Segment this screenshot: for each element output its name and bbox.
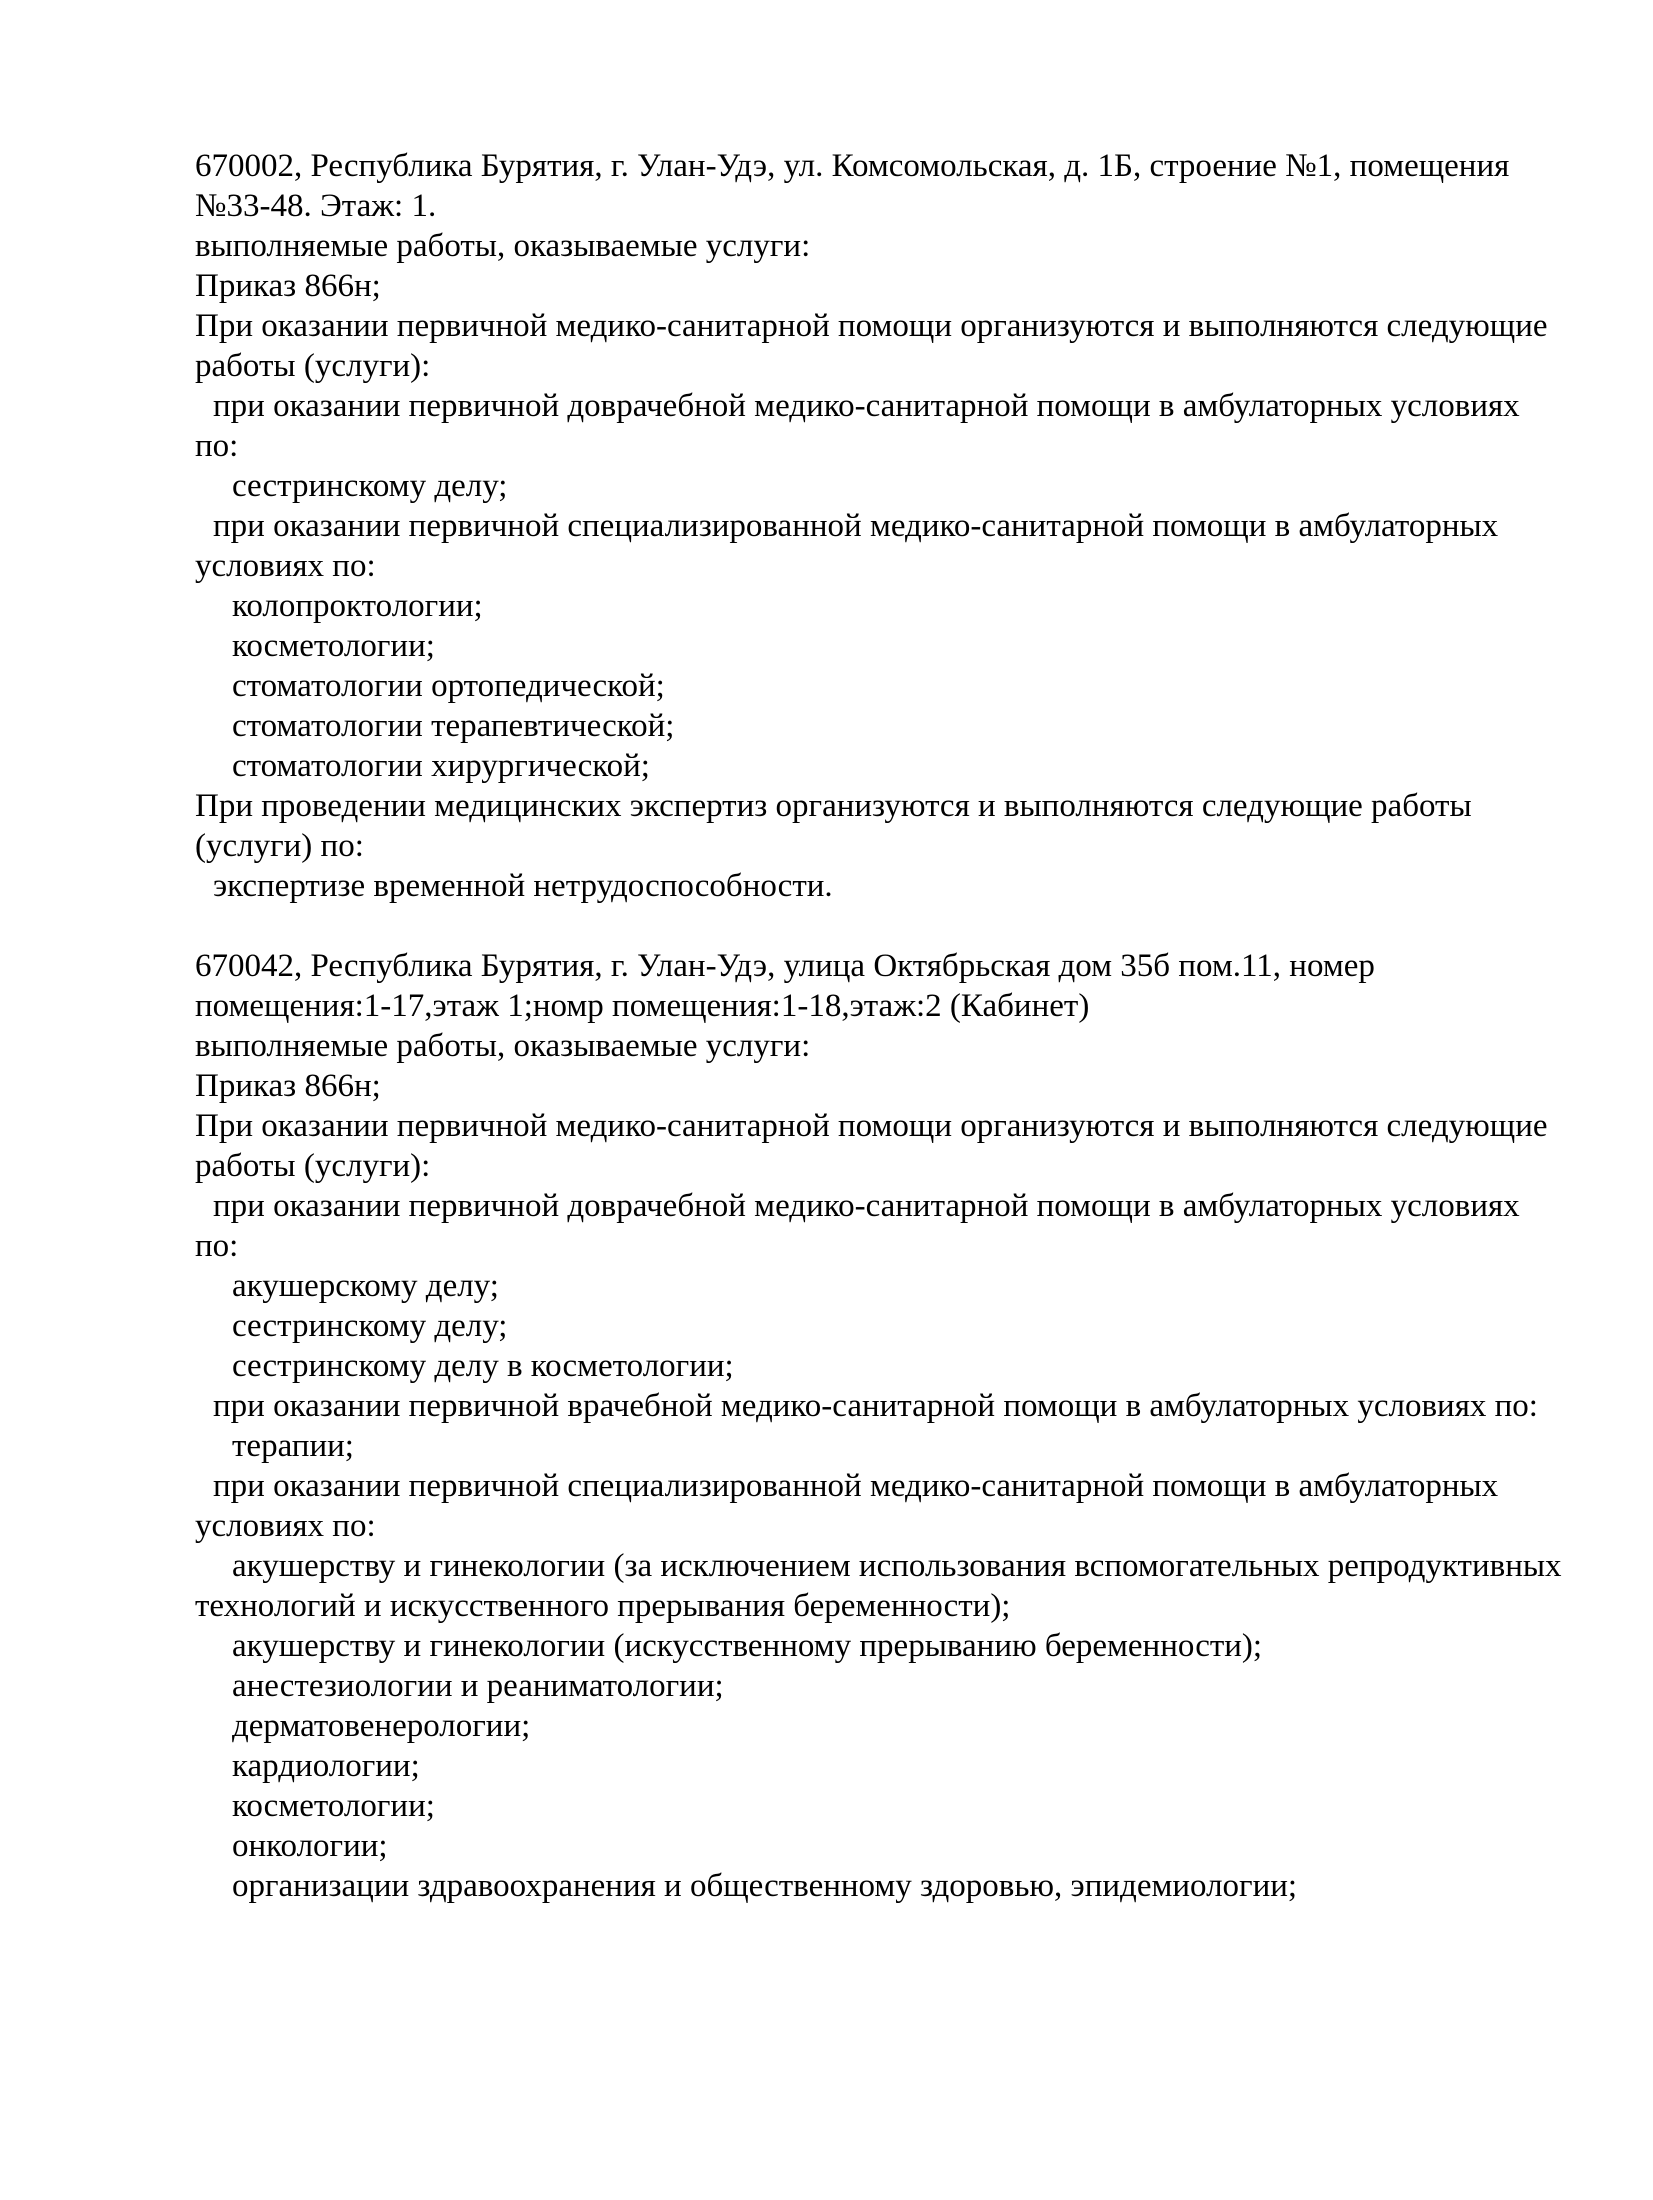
text-line: терапии; <box>232 1428 354 1464</box>
text-line: (услуги) по: <box>195 828 364 864</box>
text-line: по: <box>195 428 239 464</box>
text-line: выполняемые работы, оказываемые услуги: <box>195 228 811 264</box>
text-line: стоматологии хирургической; <box>232 748 650 784</box>
text-line: 670002, Республика Бурятия, г. Улан-Удэ, ул. Комсомольская, д. 1Б, строение №1, помещения <box>195 148 1510 184</box>
text-line: При оказании первичной медико-санитарной помощи организуются и выполняются следующие <box>195 308 1548 344</box>
text-line: сестринскому делу в косметологии; <box>232 1348 734 1384</box>
text-line: выполняемые работы, оказываемые услуги: <box>195 1028 811 1064</box>
text-line: кардиологии; <box>232 1748 420 1784</box>
text-line: помещения:1-17,этаж 1;номр помещения:1-18,этаж:2 (Кабинет) <box>195 988 1090 1024</box>
text-line: технологий и искусственного прерывания беременности); <box>195 1588 1011 1624</box>
text-line: по: <box>195 1228 239 1264</box>
text-line: при оказании первичной доврачебной медико-санитарной помощи в амбулаторных условиях <box>213 388 1520 424</box>
text-line: дерматовенерологии; <box>232 1708 531 1744</box>
text-line: стоматологии терапевтической; <box>232 708 675 744</box>
text-line: При оказании первичной медико-санитарной помощи организуются и выполняются следующие <box>195 1108 1548 1144</box>
text-line: условиях по: <box>195 548 376 584</box>
text-line: экспертизе временной нетрудоспособности. <box>213 868 833 904</box>
text-line: при оказании первичной специализированной медико-санитарной помощи в амбулаторных <box>213 1468 1499 1504</box>
text-line: акушерству и гинекологии (искусственному прерыванию беременности); <box>232 1628 1263 1664</box>
text-line: условиях по: <box>195 1508 376 1544</box>
text-line: при оказании первичной врачебной медико-санитарной помощи в амбулаторных условиях по: <box>213 1388 1538 1424</box>
text-line: косметологии; <box>232 628 435 664</box>
text-line: стоматологии ортопедической; <box>232 668 665 704</box>
text-line: Приказ 866н; <box>195 1068 381 1104</box>
text-line: анестезиологии и реаниматологии; <box>232 1668 724 1704</box>
text-line: организации здравоохранения и общественному здоровью, эпидемиологии; <box>232 1868 1298 1904</box>
text-line: сестринскому делу; <box>232 1308 508 1344</box>
text-line: при оказании первичной специализированной медико-санитарной помощи в амбулаторных <box>213 508 1499 544</box>
text-line: сестринскому делу; <box>232 468 508 504</box>
license-works-and-services-text <box>195 146 1615 1906</box>
text-line: работы (услуги): <box>195 348 431 384</box>
text-line: косметологии; <box>232 1788 435 1824</box>
text-line: работы (услуги): <box>195 1148 431 1184</box>
text-line: Приказ 866н; <box>195 268 381 304</box>
text-line: №33-48. Этаж: 1. <box>195 188 437 224</box>
text-line: акушерскому делу; <box>232 1268 499 1304</box>
text-line: акушерству и гинекологии (за исключением использования вспомогательных репродуктивных <box>232 1548 1562 1584</box>
text-line: При проведении медицинских экспертиз организуются и выполняются следующие работы <box>195 788 1472 824</box>
text-line: онкологии; <box>232 1828 388 1864</box>
text-line: при оказании первичной доврачебной медико-санитарной помощи в амбулаторных условиях <box>213 1188 1520 1224</box>
address-block-670042 <box>195 946 1615 1906</box>
address-block-670002 <box>195 146 1615 906</box>
text-line: колопроктологии; <box>232 588 483 624</box>
text-line: 670042, Республика Бурятия, г. Улан-Удэ, улица Октябрьская дом 35б пом.11, номер <box>195 948 1375 984</box>
